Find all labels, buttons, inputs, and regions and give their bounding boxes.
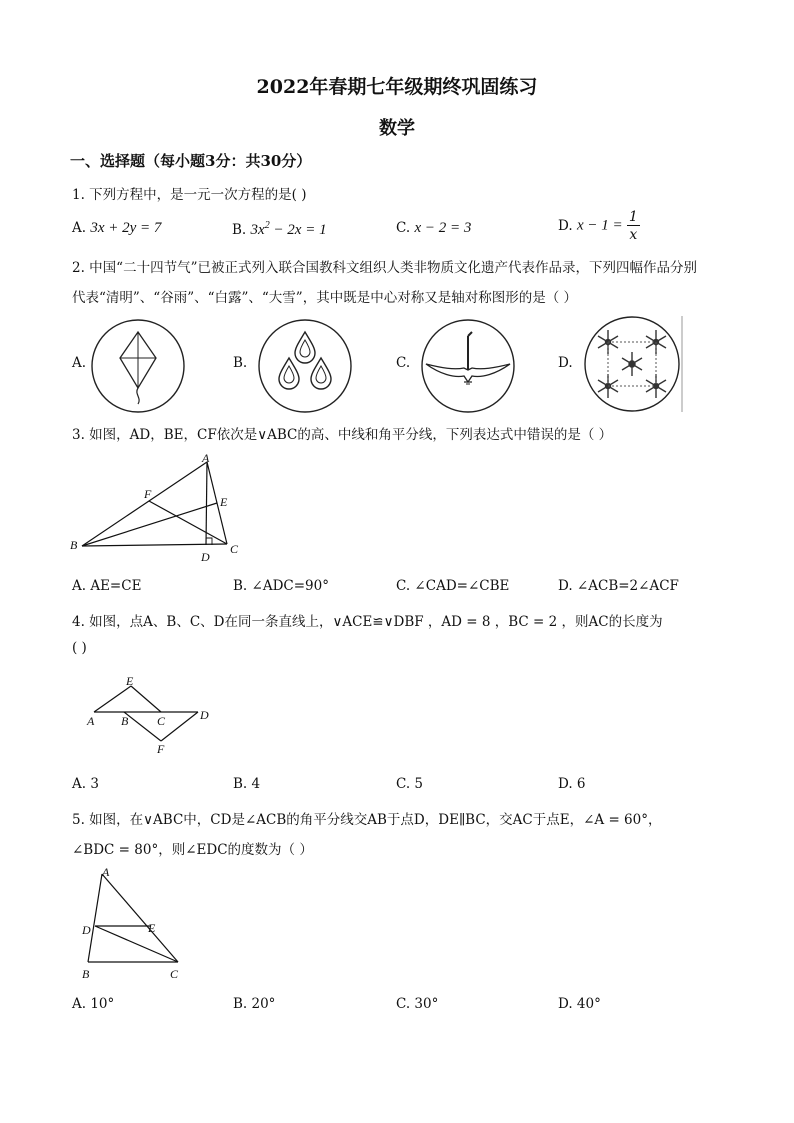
q3-point-d: D — [201, 550, 210, 564]
q1-option-a-text: 3x + 2y = 7 — [90, 220, 162, 236]
q3-option-c: C. ∠CAD=∠CBE — [396, 578, 510, 594]
q5-option-b: B. 20° — [233, 996, 276, 1012]
q4-stem: 4. 如图，点A、B、C、D在同一条直线上，∨ACE≌∨DBF ，AD = 8 ，BC = 2 ，则AC的长度为 — [72, 614, 663, 630]
q1-stem: 1. 下列方程中，是一元一次方程的是( ) — [72, 187, 307, 203]
q2-image-crane — [420, 318, 516, 414]
q1-option-d-label: D. — [558, 218, 573, 234]
q1-option-c-text: x − 2 = 3 — [414, 220, 472, 236]
q5-point-b: B — [82, 967, 90, 981]
q5-stem-line1: 5. 如图，在∨ABC中，CD是∠ACB的角平分线交AB于点D，DE∥BC，交AC于点E，∠A = 60°， — [72, 812, 662, 828]
q1-option-c-label: C. — [396, 220, 411, 236]
q1-option-d-denominator: x — [629, 227, 638, 243]
q3-point-a: A — [202, 451, 210, 465]
q1-option-b-rest: − 2x = 1 — [269, 222, 327, 238]
q3-option-b: B. ∠ADC=90° — [233, 578, 329, 594]
q1-option-a-label: A. — [72, 220, 87, 236]
q5-point-c: C — [170, 967, 179, 981]
q4-point-b: B — [121, 714, 129, 728]
q4-option-d: D. 6 — [558, 776, 586, 792]
q2-option-b-label: B. — [233, 355, 248, 371]
q3-point-f: F — [144, 487, 152, 501]
q4-option-a: A. 3 — [72, 776, 99, 792]
q1-option-b-label: B. — [232, 222, 247, 238]
q4-point-a: A — [87, 714, 95, 728]
q1-option-a — [72, 220, 161, 237]
q1-option-c — [396, 220, 471, 237]
q4-option-b: B. 4 — [233, 776, 261, 792]
q2-image-snowflakes — [582, 314, 686, 414]
q2-image-raindrops — [257, 318, 353, 414]
q3-point-e: E — [220, 495, 228, 509]
q2-option-c-label: C. — [396, 355, 411, 371]
q2-option-a-label: A. — [72, 355, 87, 371]
q5-point-a: A — [102, 865, 110, 879]
q1-option-b — [232, 220, 327, 239]
q4-point-f: F — [157, 742, 165, 756]
section-heading: 一、选择题（每小题3分：共30分） — [70, 152, 312, 170]
q1-option-d-left: x − 1 = — [576, 217, 623, 234]
q1-option-b-base: 3x — [250, 222, 265, 238]
q1-option-d-numerator: 1 — [628, 209, 638, 225]
page-title: 2022年春期七年级期终巩固练习 — [256, 76, 538, 98]
q5-stem-line2: ∠BDC = 80°，则∠EDC的度数为（ ） — [72, 842, 313, 858]
q2-stem-line1: 2. 中国“二十四节气”已被正式列入联合国教科文组织人类非物质文化遗产代表作品录，下列四幅作品分别 — [72, 260, 697, 276]
q2-option-d-label: D. — [558, 355, 573, 371]
q1-option-d-fraction — [627, 210, 640, 242]
q4-option-c: C. 5 — [396, 776, 424, 792]
q4-point-c: C — [157, 714, 166, 728]
q5-option-d: D. 40° — [558, 996, 601, 1012]
q5-point-e: E — [148, 921, 156, 935]
q5-triangle-figure — [72, 862, 192, 984]
q3-option-d: D. ∠ACB=2∠ACF — [558, 578, 679, 594]
q4-segment-figure — [80, 672, 220, 758]
q3-stem: 3. 如图，AD，BE，CF依次是∨ABC的高、中线和角平分线，下列表达式中错误的是（ ） — [72, 427, 613, 443]
q5-point-d: D — [82, 923, 91, 937]
q4-paren: ( ) — [72, 640, 87, 656]
q3-option-a: A. AE=CE — [72, 578, 142, 594]
q2-stem-line2: 代表“清明”、“谷雨”、“白露”、“大雪”，其中既是中心对称又是轴对称图形的是（ ） — [72, 290, 578, 306]
q1-option-b-exponent: 2 — [264, 220, 270, 231]
q2-image-kite — [90, 318, 186, 414]
q4-point-d: D — [200, 708, 209, 722]
q5-option-a: A. 10° — [72, 996, 115, 1012]
q4-point-e: E — [126, 674, 134, 688]
subject-title: 数学 — [379, 118, 415, 139]
q3-point-c: C — [230, 542, 239, 556]
q5-option-c: C. 30° — [396, 996, 439, 1012]
q3-point-b: B — [70, 538, 78, 552]
q1-option-d — [558, 210, 640, 242]
q3-triangle-figure — [66, 450, 256, 570]
